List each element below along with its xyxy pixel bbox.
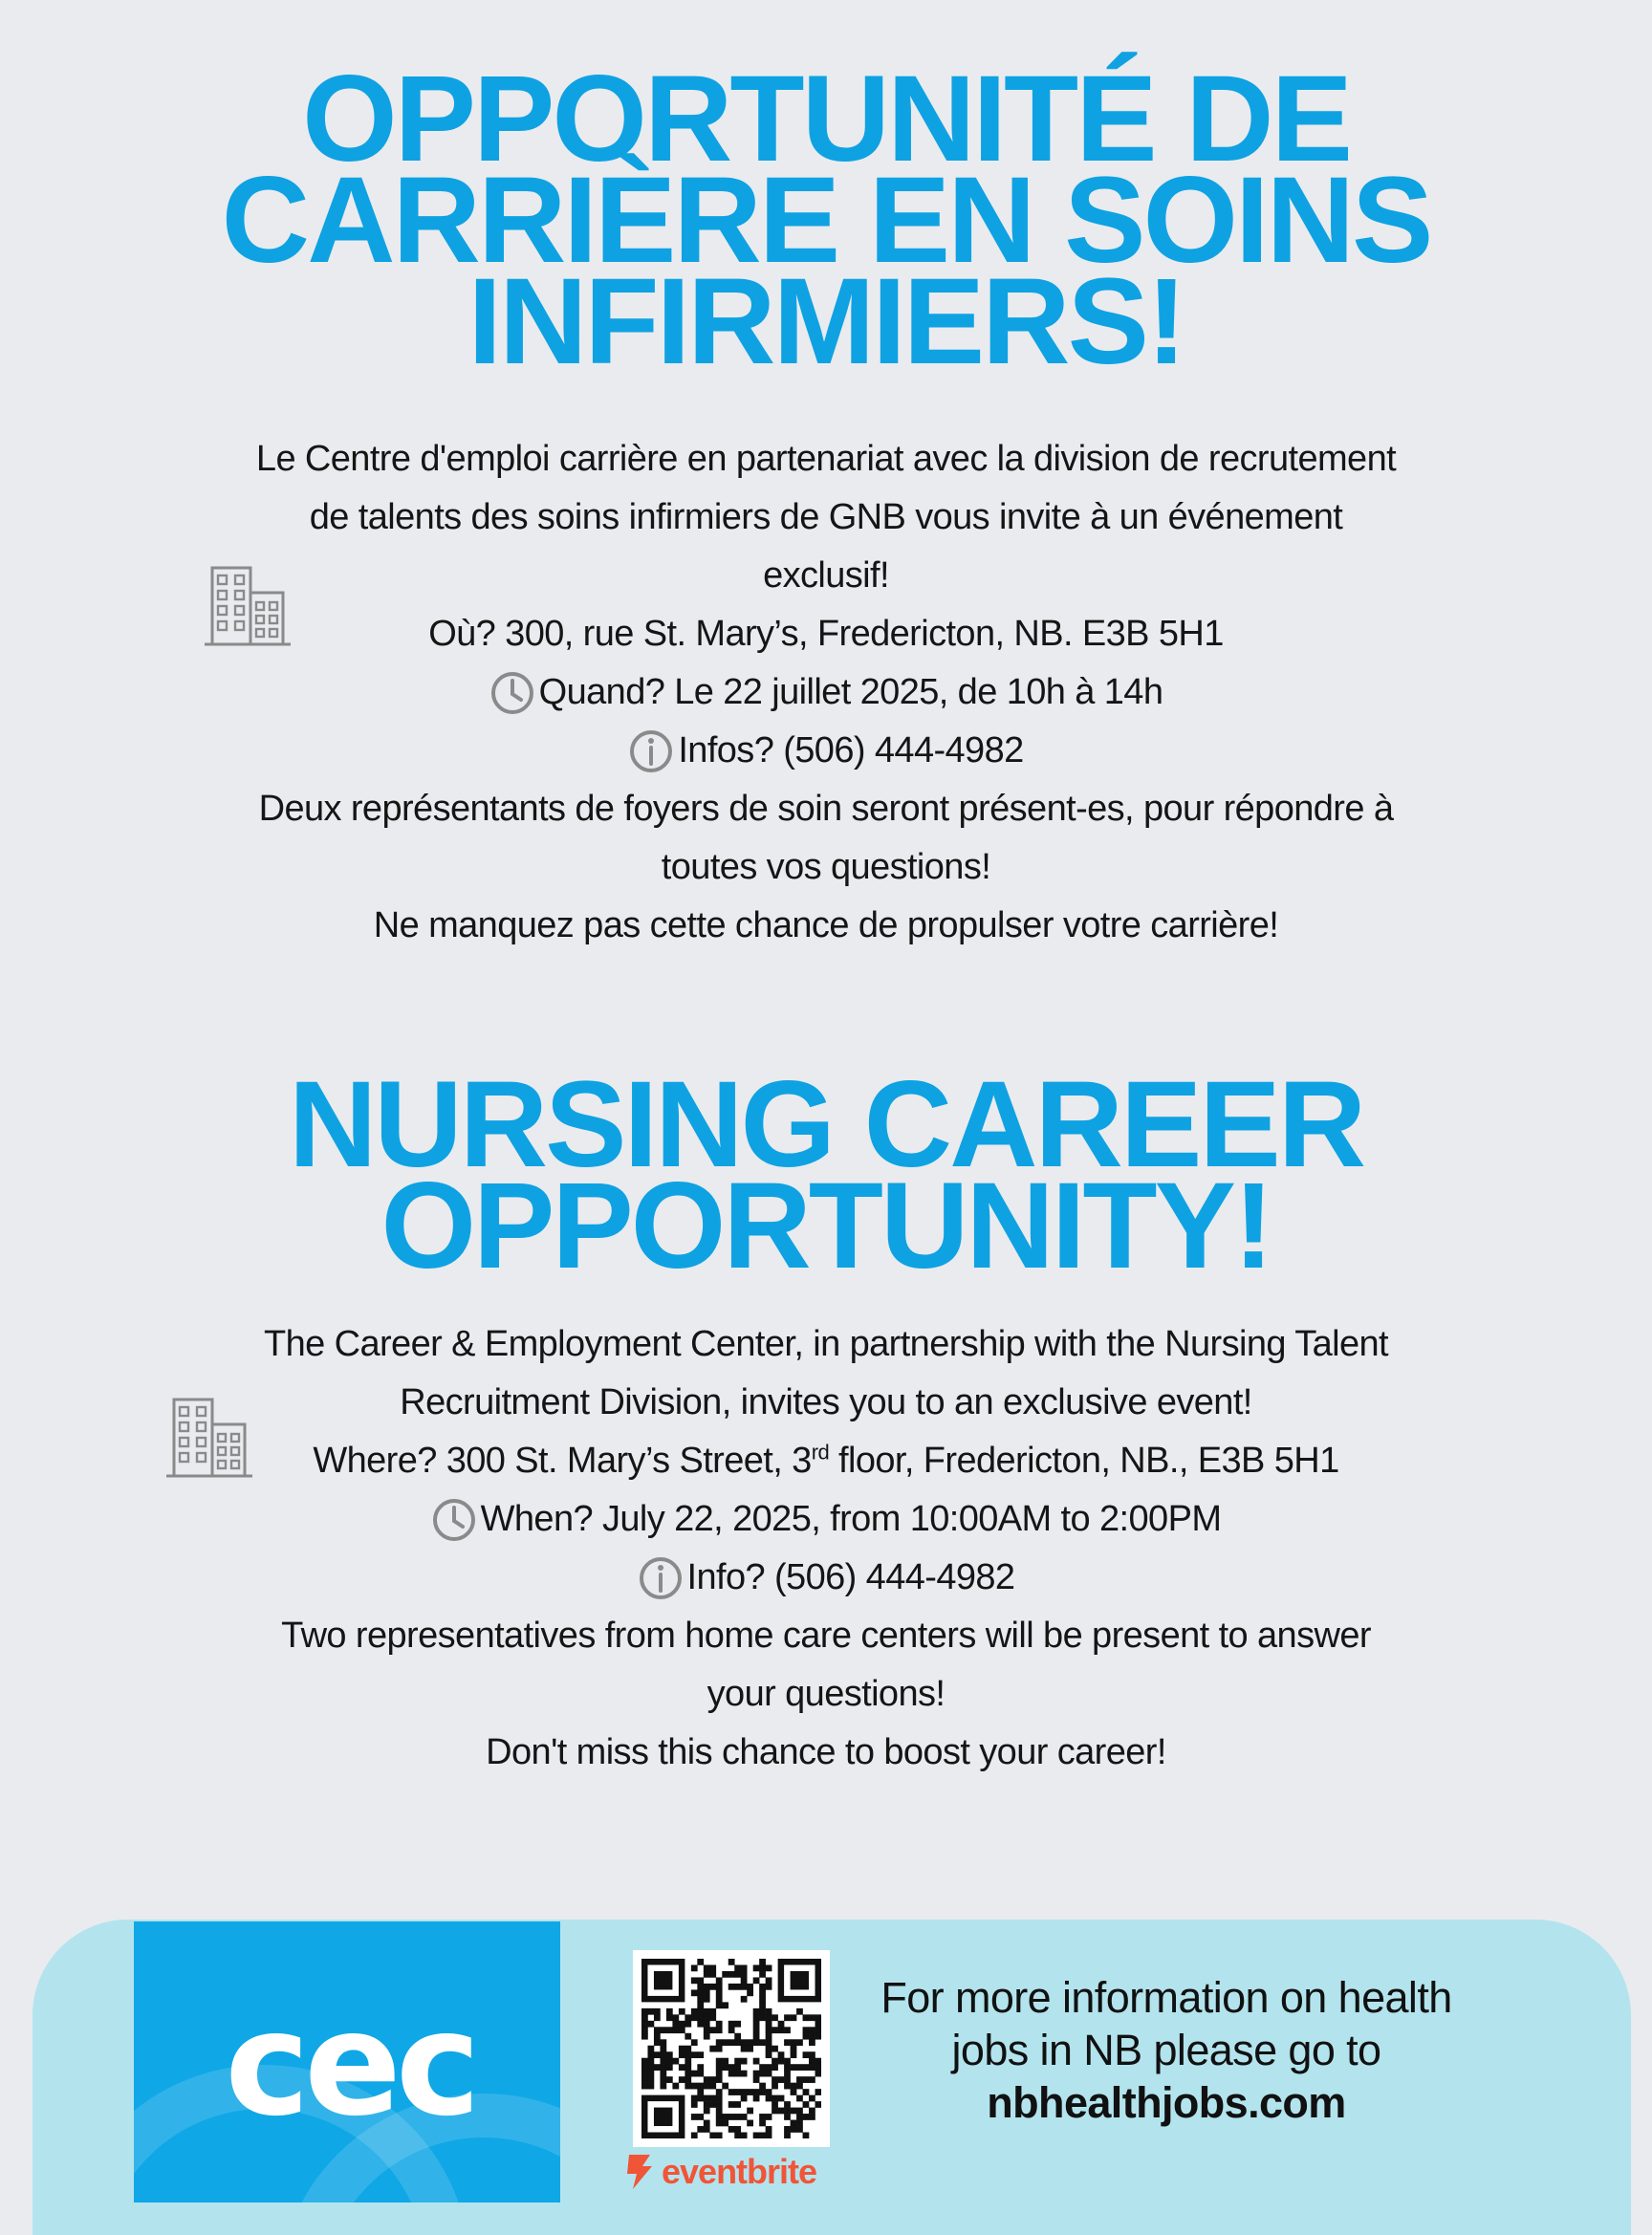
info-icon: [628, 728, 674, 774]
qr-code-pattern: [641, 1959, 821, 2138]
french-intro-line: Le Centre d'emploi carrière en partenariat avec la division de recrutement: [255, 439, 1397, 479]
french-headline-line: OPPORTUNITÉ DE: [302, 51, 1350, 187]
more-info-line: For more information on health: [880, 1973, 1452, 2022]
clock-icon: [431, 1497, 477, 1543]
french-closing-line: toutes vos questions!: [661, 847, 991, 887]
english-info: Info? (506) 444-4982: [686, 1557, 1015, 1597]
cec-logo-text: cec: [225, 1982, 475, 2148]
english-where: [0, 1432, 1652, 1490]
english-closing-line: Don't miss this chance to boost your career!: [486, 1732, 1166, 1772]
english-when: When? July 22, 2025, from 10:00AM to 2:00PM: [480, 1499, 1222, 1539]
french-when: Quand? Le 22 juillet 2025, de 10h à 14h: [538, 672, 1163, 712]
eventbrite-label: eventbrite: [662, 2152, 817, 2191]
french-closing-line: Deux représentants de foyers de soin seront présent-es, pour répondre à: [258, 789, 1394, 829]
english-headline-line: OPPORTUNITY!: [380, 1158, 1272, 1294]
english-intro-line: The Career & Employment Center, in partnership with the Nursing Talent: [263, 1324, 1388, 1364]
english-closing-line: your questions!: [706, 1674, 946, 1714]
cec-logo: [134, 1921, 560, 2202]
french-headline-line: CARRIÈRE EN SOINS: [221, 152, 1431, 289]
english-headline-line: NURSING CAREER: [288, 1056, 1364, 1193]
english-where-rest: floor, Fredericton, NB., E3B 5H1: [829, 1441, 1339, 1481]
english-intro-line: Recruitment Division, invites you to an exclusive event!: [400, 1382, 1252, 1422]
more-info-text: [841, 1971, 1491, 2129]
qr-code[interactable]: [633, 1950, 830, 2147]
eventbrite-logo: [623, 2149, 816, 2195]
eventbrite-icon: [623, 2151, 656, 2193]
english-closing-line: Two representatives from home care centers will be present to answer: [281, 1616, 1371, 1656]
french-headline: [0, 51, 1652, 390]
info-icon: [638, 1555, 684, 1601]
french-where: Où? 300, rue St. Mary’s, Fredericton, NB. E3B 5H1: [428, 614, 1224, 654]
french-info: Infos? (506) 444-4982: [678, 730, 1024, 770]
more-info-line: jobs in NB please go to: [951, 2026, 1381, 2074]
french-headline-line: INFIRMIERS!: [467, 253, 1185, 390]
french-intro-line: exclusif!: [763, 555, 889, 596]
website-link[interactable]: nbhealthjobs.com: [987, 2078, 1346, 2127]
english-headline: [0, 1056, 1652, 1294]
french-intro-line: de talents des soins infirmiers de GNB vous invite à un événement: [309, 497, 1343, 537]
english-where-main: Where? 300 St. Mary’s Street, 3: [313, 1441, 812, 1481]
clock-icon: [489, 670, 535, 716]
english-where-superscript: rd: [811, 1440, 830, 1465]
french-closing-line: Ne manquez pas cette chance de propulser votre carrière!: [373, 905, 1279, 945]
